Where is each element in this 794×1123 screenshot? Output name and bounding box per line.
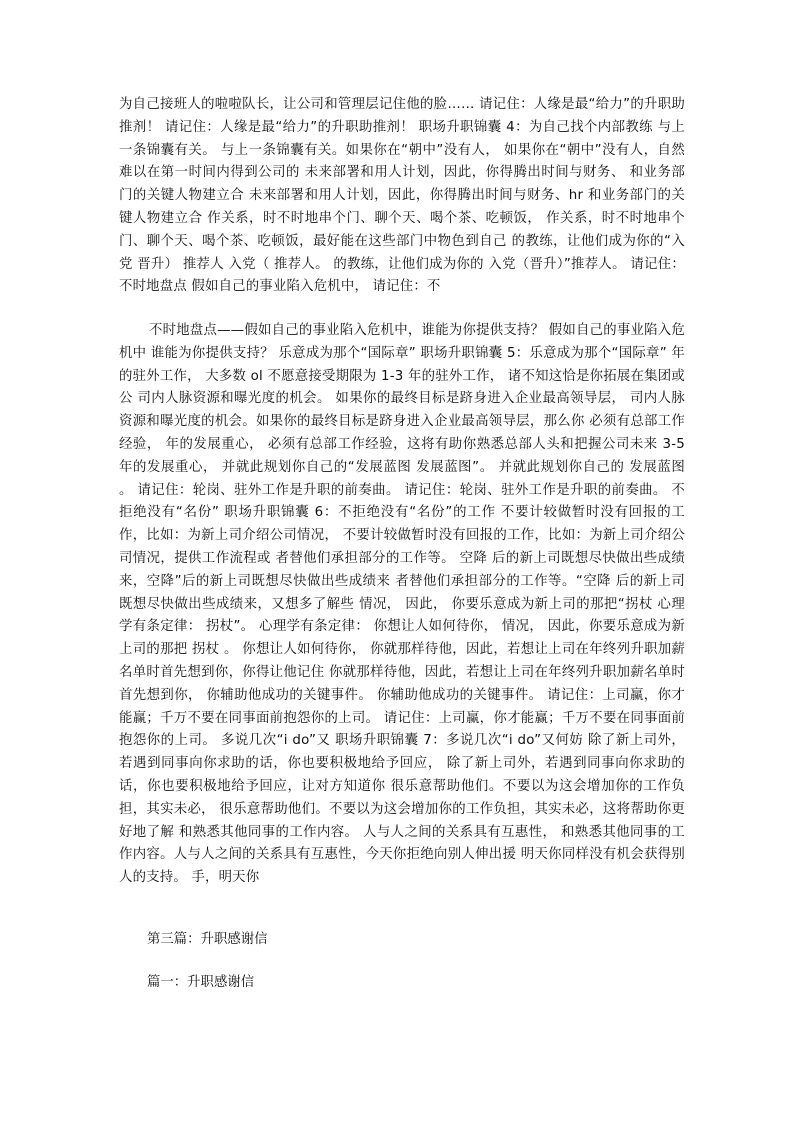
sub-heading: 篇一：升职感谢信 — [147, 975, 255, 990]
body-paragraph-2: 不时地盘点——假如自己的事业陷入危机中，谁能为你提供支持？ 假如自己的事业陷入危机中 谁能为你提供支持？ 乐意成为那个“国际章” 职场升职锦囊 5：乐意成为那个“国际章” 年 的驻外工作， 大多数 ol 不愿意接受期限为 1-3 年的驻外工作， 诸不知这恰是你拓展在集团或公 司内人脉资源和曝光度的机会。 如果你的最终目标是跻身进入企业最高领导层， 司内人脉资源和曝光度的机会。如果你的最终目标是跻身进入企业最高领导层，那么你 必须有总部工作经验， 年的发展重心， 必须有总部工作经验，这将有助你熟悉总部人头和把握公司未来 3-5 年的发展重心， 并就此规划你自己的“发展蓝图 发展蓝图”。 并就此规划你自己的 发展蓝图 。 请记住：轮岗、驻外工作是升职的前奏曲。 请记住：轮岗、驻外工作是升职的前奏曲。 不拒绝没有“名份” 职场升职锦囊 6：不拒绝没有“名份”的工作 不要计较做暂时没有回报的工作，比如：为新上司介绍公司情况， 不要计较做暂时没有回报的工作，比如：为新上司介绍公司情况，提供工作流程或 者替他们承担部分的工作等。 空降 后的新上司既想尽快做出些成绩来，空降”后的新上司既想尽快做出些成绩来 者替他们承担部分的工作等。“空降 后的新上司既想尽快做出些成绩来，又想多了解些 情况， 因此， 你要乐意成为新上司的那把“拐杖 心理学有条定律： 拐杖”。 心理学有条定律： 你想让人如何待你， 情况， 因此，你要乐意成为新上司的那把 拐杖 。 你想让人如何待你， 你就那样待他，因此，若想让上司在年终列升职加薪名单时首先想到你，你得让他记住 你就那样待他，因此，若想让上司在年终列升职加薪名单时首先想到你， 你辅助他成功的关键事件。 你辅助他成功的关键事件。 请记住：上司赢，你才能赢；千万不要在同事面前抱怨你的上司。 请记住：上司赢，你才能赢；千万不要在同事面前抱怨你的上司。 多说几次“i do”又 职场升职锦囊 7：多说几次“i do”又何妨 除了新上司外，若遇到同事向你求助的话，你也要积极地给予回应， 除了新上司外，若遇到同事向你求助的话，你也要积极地给予回应，让对方知道你 很乐意帮助他们。不要以为这会增加你的工作负担，其实未必， 很乐意帮助他们。不要以为这会增加你的工作负担，其实未必，这将帮助你更好地了解 和熟悉其他同事的工作内容。 人与人之间的关系具有互惠性， 和熟悉其他同事的工作内容。人与人之间的关系具有互惠性，今天你拒绝向别人伸出援 明天你同样没有机会获得别人的支持。 手，明天你 — [119, 323, 685, 886]
body-paragraph-1: 为自己接班人的啦啦队长，让公司和管理层记住他的脸…… 请记住：人缘是最“给力”的升职助推剂！ 请记住：人缘是最“给力”的升职助推剂！ 职场升职锦囊 4：为自己找个内部教练 与上一条锦囊有关。 与上一条锦囊有关。如果你在“朝中”没有人， 如果你在“朝中”没有人，自然难以在第一时间内得到公司的 未来部署和用人计划，因此，你得腾出时间与财务、 和业务部门的关键人物建立合 未来部署和用人计划，因此，你得腾出时间与财务、hr 和业务部门的关键人物建立合 作关系，时不时地串个门、聊个天、喝个茶、吃顿饭， 作关系，时不时地串个门、聊个天、喝个茶、吃顿饭，最好能在这些部门中物色到自己 的教练，让他们成为你的“入党 晋升） 推荐人 入党（ 推荐人。 的教练，让他们成为你的 入党（晋升）”推荐人。 请记住：不时地盘点 假如自己的事业陷入危机中， 请记住：不 — [119, 97, 685, 295]
section-heading: 第三篇：升职感谢信 — [147, 932, 268, 947]
